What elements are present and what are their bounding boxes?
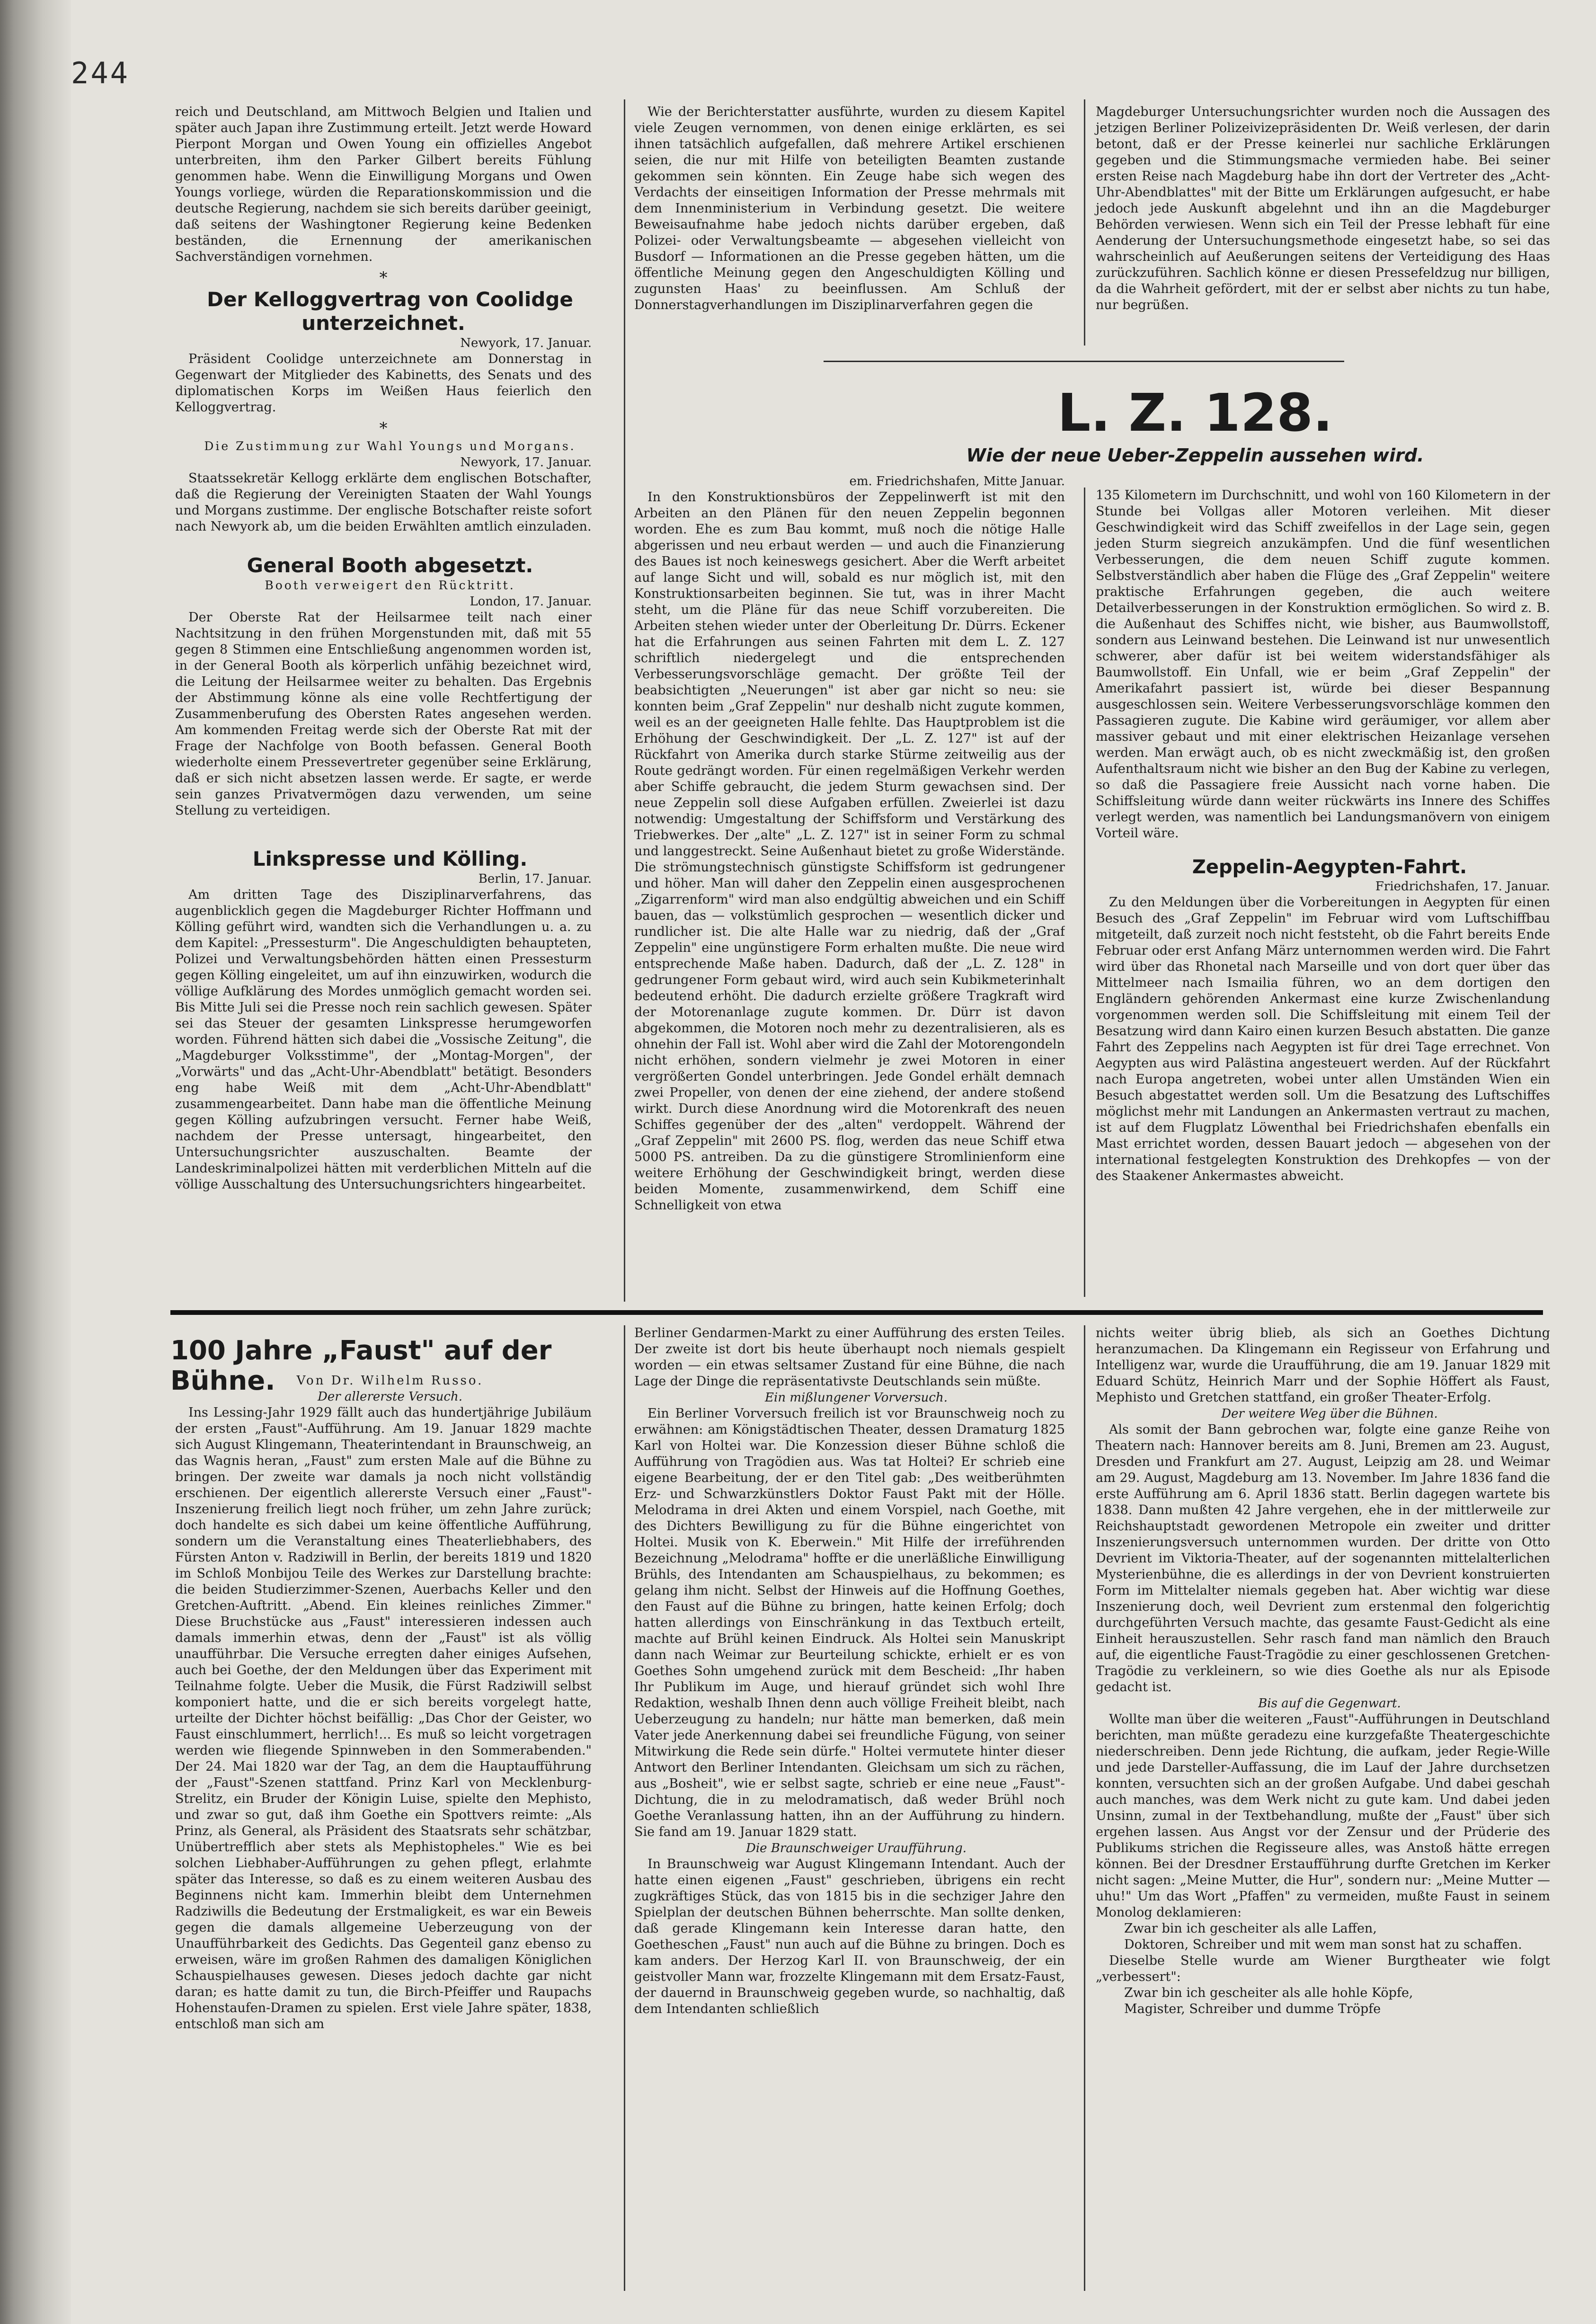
- aegypten-dateline: Friedrichshafen, 17. Januar.: [1375, 879, 1550, 894]
- faust-section-heading: Der weitere Weg über die Bühnen.: [1221, 1407, 1438, 1421]
- faust-text-3b: Als somit der Bann gebrochen war, folgte eine ganze Reihe von Theatern nach: Hannover bereits am 8. Juni, Bremen am 23. August, Dresden und Frankfurt am 27. August, Leipzig am 28. und Weimar am 29. August, Magdeburg am 13. November. Im Jahre 1836 fand die erste Aufführung am 6. April 1836 statt. Berlin dagegen wartete bis 1838. Dann mußten 42 Jahre vergehen, ehe in der mittlerweile zur Reichshauptstadt gewordenen Metropole ein zweiter und dritter Inszenierungsversuch unternommen wurden. Der dritte von Otto Devrient im Viktoria-Theater, auf der sogenannten mittelalterlichen Mysterienbühne, die es allerdings in der von Devrient konstruierten Form im Mittelalter niemals gegeben hat. Aber wichtig war diese Inszenierung doch, weil Devrient zum erstenmal den folgerichtig durchgeführten Versuch machte, das gesamte Faust-Gedicht als eine Einheit herauszustellen. Sehr rasch fand man nämlich den Brauch auf, die eigentliche Faust-Tragödie zu einer geschlossenen Gretchen-Tragödie zu verkleinern, so wie dies Goethe als nur als Episode gedacht ist.: [1096, 1422, 1550, 1694]
- faust-text-2c: In Braunschweig war August Klingemann Intendant. Auch der hatte einen eigenen „Faust" geschrieben, übrigens ein recht zugkräftiges Stück, das von 1815 bis in die sechziger Jahre den Spielplan der deutschen Bühnen beherrschte. Man sollte denken, daß gerade Klingemann kein Interesse daran hatte, den Goetheschen „Faust" nun auch auf die Bühne zu bringen. Doch es kam anders. Der Herzog Karl II. von Braunschweig, der ein geistvoller Mann war, frozzelte Klingemann mit dem Ersatz-Faust, der dauernd in Braunschweig gegeben wurde, so nachhaltig, daß dem Intendanten schließlich: [634, 1857, 1065, 2016]
- faust-text-2b: Ein Berliner Vorversuch freilich ist vor Braunschweig noch zu erwähnen: am Königstädtischen Theater, dessen Dramaturg 1825 Karl von Holtei war. Die Konzession dieser Bühne schloß die Aufführung von Tragödien aus. Was tat Holtei? Er schrieb eine eigene Bearbeitung, der er den Titel gab: „Des weitberühmten Erz- und Schwarzkünstlers Doktor Faust Pakt mit der Hölle. Melodrama in drei Akten und einem Vorspiel, nach Goethe, mit des Dichters Bewilligung zu für die Bühne eingerichtet von Holtei. Musik von K. Eberwein." Mit Hilfe der irreführenden Bezeichnung „Melodrama" hoffte er die unerläßliche Einwilligung Brühls, des Intendanten am Schauspielhaus, zu bekommen; es gelang ihm nicht. Selbst der Hinweis auf die Hoffnung Goethes, den Faust auf die Bühne zu bringen, hatte keinen Erfolg; doch hatten allerdings von Einschränkung in das Textbuch erteilt, machte auf Brühl keinen Eindruck. Als Holtei sein Manuskript dann nach Weimar zur Beurteilung schickte, erhielt er es von Goethes Sohn umgehend zurück mit dem Bescheid: „Ihr haben Ihr Publikum im Auge, und hierauf gründet sich wohl Ihre Redaktion, weshalb Ihnen denn auch völlige Freiheit bleibt, nach Ueberzeugung zu handeln; nur hätte man bemerken, daß mein Vater jede Anerkennung dabei sei freundliche Fügung, von seiner Mitwirkung die Rede sein dürfe." Holtei vermutete hinter dieser Antwort den Berliner Intendanten. Gleichsam um sich zu rächen, aus „Bosheit", wie er selbst sagte, schrieb er eine neue „Faust"-Dichtung, die in zu melodramatisch, daß weder Brühl noch Goethe Veranlassung hatten, ihn an der Aufführung zu hindern. Sie fand am 19. Januar 1829 statt.: [634, 1406, 1065, 1839]
- faust-column-1: [175, 1373, 592, 2281]
- column-rule: [1084, 1325, 1085, 2291]
- lz128-subtitle: Wie der neue Ueber-Zeppelin aussehen wird.: [966, 445, 1424, 466]
- faust-section-heading: Ein mißlungener Vorversuch.: [765, 1391, 948, 1405]
- kellogg-dateline-2: Newyork, 17. Januar.: [460, 455, 592, 470]
- column-rule: [1084, 488, 1085, 1297]
- faust-section-heading: Der allererste Versuch.: [318, 1390, 462, 1404]
- lz128-left-column: [634, 473, 1065, 1297]
- lz128-right-column: [1096, 488, 1550, 1184]
- booth-subhead: Booth verweigert den Rücktritt.: [265, 578, 515, 592]
- kellogg-paragraph-2: Staatssekretär Kellogg erklärte dem englischen Botschafter, daß die Regierung der Vereinigten Staaten der Wahl Youngs und Morgans zustimme. Der englische Botschafter reiste sofort nach Newyork ab, um die beiden Erwählten amtlich einzuladen.: [175, 471, 592, 534]
- lz128-dateline: em. Friedrichshafen, Mitte Januar.: [849, 474, 1065, 488]
- aegypten-headline: Zeppelin-Aegypten-Fahrt.: [1192, 856, 1467, 878]
- kellogg-subhead: Die Zustimmung zur Wahl Youngs und Morgans.: [204, 439, 576, 453]
- lz128-right-text: 135 Kilometern im Durchschnitt, und wohl von 160 Kilometern in der Stunde bei Vollgas aller Motoren verleihen. Mit dieser Geschwindigkeit wird das Schiff zweifellos in der Lage sein, gegen jeden Sturm siegreich anzukämpfen. Und die fünf wesentlichen Verbesserungen, die dem neuen Schiff zugute kommen. Selbstverständlich aber haben die Flüge des „Graf Zeppelin" weitere praktische Erfahrungen gegeben, die auch weitere Detailverbesserungen in der Konstruktion ermöglichen. So wird z. B. die Außenhaut des Schiffes nicht, wie bisher, aus Baumwollstoff, sondern aus Leinwand bestehen. Die Leinwand ist nur unwesentlich schwerer, aber dafür ist bei weitem widerstandsfähiger als Baumwollstoff. Ein Unfall, wie er beim „Graf Zeppelin" der Amerikafahrt passiert ist, würde bei dieser Bespannung ausgeschlossen sein. Weitere Verbesserungsvorschläge kommen den Passagieren zugute. Die Kabine wird geräumiger, vor allem aber massiver gebaut und mit einer elektrischen Heizanlage versehen werden. Man erwägt auch, ob es nicht zweckmäßig ist, den großen Aufenthaltsraum nicht wie bisher an den Bug der Kabine zu verlegen, so daß die Passagiere freie Aussicht nach vorne haben. Die Schiffsleitung würde dann weiter rückwärts ins Innere des Schiffes verlegt werden, was namentlich bei Landungsmanövern von einigem Vorteil wäre.: [1096, 488, 1550, 841]
- faust-text-3: nichts weiter übrig blieb, als sich an Goethes Dichtung heranzumachen. Da Klingemann ein Regisseur von Erfahrung und Intelligenz war, wurde die Uraufführung, die am 19. Januar 1829 mit Eduard Schütz, Heinrich Marr und der Sophie Höffert als Faust, Mephisto und Gretchen stattfand, ein großer Theater-Erfolg.: [1096, 1326, 1550, 1405]
- kellogg-paragraph: Präsident Coolidge unterzeichnete am Donnerstag in Gegenwart der Mitglieder des Kabinetts, des Senats und des diplomatischen Korps im Weißen Haus feierlich den Kelloggvertrag.: [175, 352, 592, 415]
- page-number: 244: [71, 56, 130, 90]
- lz128-title: L. Z. 128.: [1057, 382, 1333, 443]
- faust-headline: 100 Jahre „Faust" auf der Bühne.: [170, 1335, 552, 1396]
- linkspresse-paragraph: Am dritten Tage des Disziplinarverfahrens, das augenblicklich gegen die Magdeburger Richter Hoffmann und Kölling geführt wird, wandten sich die Verhandlungen u. a. zu dem Kapitel: „Pressesturm". Die Angeschuldigten behaupteten, Polizei und Verwaltungsbehörden hätten einen Pressesturm gegen Kölling eingeleitet, um auf ihn einzuwirken, wodurch die völlige Aufklärung des Mordes unmöglich gemacht worden sei. Bis Mitte Juli sei die Presse noch rein sachlich gewesen. Später sei das Steuer der gesamten Linkspresse herumgeworfen worden. Führend hätten sich dabei die „Vossische Zeitung", die „Magdeburger Volksstimme", der „Montag-Morgen", der „Vorwärts" und das „Acht-Uhr-Abendblatt" betätigt. Besonders eng habe Weiß mit dem „Acht-Uhr-Abendblatt" zusammengearbeitet. Dann habe man die öffentliche Meinung gegen Kölling aufzubringen versucht. Ferner habe Weiß, nachdem der Presse untersagt, hingearbeitet, den Untersuchungsrichter auszuschalten. Beamte der Landeskriminalpolizei hätten mit verderblichen Mitteln auf die völlige Ausschaltung des Untersuchungsrichters hingearbeitet.: [175, 887, 592, 1192]
- book-binding: [0, 0, 71, 2324]
- faust-column-2: [634, 1325, 1065, 2281]
- column-2-top: [634, 104, 1065, 313]
- separator-star: *: [379, 419, 388, 438]
- column-1: [175, 104, 592, 1193]
- column-rule: [624, 1325, 625, 2291]
- section-rule: [824, 361, 1344, 362]
- lz128-left-text: In den Konstruktionsbüros der Zeppelinwerft ist mit den Arbeiten an den Plänen für den neuen Zeppelin begonnen worden. Ehe es zum Bau kommt, muß noch die nötige Halle abgerissen und neu erbaut werden — und auch die Finanzierung des Baues ist noch keineswegs gesichert. Aber die Werft arbeitet auf lange Sicht und will, sobald es nur möglich ist, mit den Konstruktionsarbeiten beginnen. Sie tut, was in ihrer Macht steht, um die Pläne für das neue Schiff vorzubereiten. Die Arbeiten stehen wieder unter der Oberleitung Dr. Dürrs. Eckener hat die Erfahrungen aus seinen Fahrten mit dem L. Z. 127 schriftlich niedergelegt und die entsprechenden Verbesserungsvorschläge gemacht. Der größte Teil der beabsichtigten „Neuerungen" ist aber gar nicht so neu: sie konnten beim „Graf Zeppelin" nur deshalb nicht zugute kommen, weil es an der geeigneten Halle fehlte. Das Hauptproblem ist die Erhöhung der Geschwindigkeit. Der „L. Z. 127" ist auf der Rückfahrt von Amerika durch starke Stürme zeitweilig aus der Route gedrängt worden. Für einen regelmäßigen Verkehr werden aber Schiffe gebraucht, die jedem Sturm gewachsen sind. Der neue Zeppelin soll diese Aufgaben erfüllen. Zweierlei ist dazu notwendig: Umgestaltung der Schiffsform und Verstärkung des Triebwerkes. Der „alte" „L. Z. 127" ist in seiner Form zu schmal und langgestreckt. Seine Außenhaut bietet zu große Widerstände. Die strömungstechnisch günstigste Schiffsform ist gedrungener und höher. Man will daher den Zeppelin einen ausgesprochenen „Zigarrenform" wird man also endgültig abweichen und ein Schiff bauen, das — volkstümlich gesprochen — wesentlich dicker und rundlicher ist. Die alte Halle war zu niedrig, daß der „Graf Zeppelin" eine ungünstigere Form erhalten mußte. Die neue wird entsprechende Maße haben. Dadurch, daß der „L. Z. 128" in gedrungener Form gebaut wird, wird auch sein Kubikmeterinhalt bedeutend erhöht. Die dadurch erzielte größere Tragkraft wird der Motorenanlage zugute kommen. Dr. Dürr ist davon abgekommen, die Motoren noch mehr zu dezentralisieren, als es ohnehin der Fall ist. Wohl aber wird die Zahl der Motorengondeln nicht erhöhen, sondern vielmehr je zwei Motoren in einer vergrößerten Gondel unterbringen. Jede Gondel erhält demnach zwei Propeller, von denen der eine ziehend, der andere stoßend wirkt. Durch diese Anordnung wird die Motorenkraft des neuen Schiffes gegenüber der des „alten" verdoppelt. Während der „Graf Zeppelin" mit 2600 PS. flog, werden das neue Schiff etwa 5000 PS. antreiben. Da zu die günstigere Stromlinienform eine weitere Erhöhung der Geschwindigkeit bringt, werden diese beiden Momente, zusammenwirkend, dem Schiff eine Schnelligkeit von etwa: [634, 490, 1065, 1213]
- column-rule: [624, 99, 625, 1302]
- faust-column-3: [1096, 1325, 1550, 2281]
- column-rule: [1084, 99, 1085, 346]
- kellogg-headline: Der Kelloggvertrag von Coolidge unterzeichnet.: [207, 288, 573, 335]
- faust-text-2: Berliner Gendarmen-Markt zu einer Aufführung des ersten Teiles. Der zweite ist dort bis heute überhaupt noch niemals gespielt worden — ein etwas seltsamer Zustand für eine Bühne, die nach Lage der Dinge die repräsentativste Deutschlands sein müßte.: [634, 1326, 1065, 1389]
- col3-paragraph: Magdeburger Untersuchungsrichter wurden noch die Aussagen des jetzigen Berliner Polizeivizepräsidenten Dr. Weiß verlesen, der darin betont, daß er der Presse keinerlei nur sachliche Erklärungen gegeben und die Stimmungsmache vermieden habe. Bei seiner ersten Reise nach Magdeburg habe ihn dort der Vertreter des „Acht-Uhr-Abendblattes" mit der Bitte um Erklärungen aufgesucht, er habe jedoch jede Auskunft abgelehnt und ihn an die Magdeburger Behörden verwiesen. Wenn sich ein Teil der Presse lebhaft für eine Aenderung der Untersuchungsmethode eingesetzt habe, so sei das wahrscheinlich auf Aeußerungen seitens der Verteidigung des Haas zurückzuführen. Sachlich könne er diesen Pressefeldzug nur billigen, da die Wahrheit gefördert, mit der er selbst aber nichts zu tun habe, nur begrüßen.: [1096, 105, 1550, 312]
- kellogg-dateline: Newyork, 17. Januar.: [460, 336, 592, 350]
- faust-section-heading: Bis auf die Gegenwart.: [1258, 1696, 1401, 1711]
- faust-text-1: Ins Lessing-Jahr 1929 fällt auch das hundertjährige Jubiläum der ersten „Faust"-Aufführung. Am 19. Januar 1829 machte sich August Klingemann, Theaterintendant in Braunschweig, an das Wagnis heran, „Faust" zum ersten Male auf die Bühne zu bringen. Der zweite war damals ja noch nicht vollständig erschienen. Der eigentlich allererste Versuch einer „Faust"-Inszenierung freilich liegt noch früher, um zehn Jahre zurück; doch handelte es sich dabei um keine öffentliche Aufführung, sondern um die Veranstaltung eines Theaterliebhabers, des Fürsten Anton v. Radziwill in Berlin, der bereits 1819 und 1820 im Schloß Monbijou Teile des Werkes zur Darstellung brachte: die beiden Studierzimmer-Szenen, Auerbachs Keller und den Gretchen-Auftritt. „Abend. Ein kleines reinliches Zimmer." Diese Bruchstücke aus „Faust" interessieren indessen auch damals immerhin etwas, denn der „Faust" ist als völlig unaufführbar. Die Versuche erregten daher einiges Aufsehen, auch bei Goethe, der den Meldungen über das Experiment mit Teilnahme folgte. Ueber die Musik, die Fürst Radziwill selbst komponiert hatte, und die er sich bereits vorgelegt hatte, urteilte der Dichter höchst beifällig: „Das Chor der Geister, wo Faust einschlummert, herrlich!... Es muß so leicht vorgetragen werden wie fliegende Spinnweben in den Sommerabenden." Der 24. Mai 1820 war der Tag, an dem die Hauptaufführung der „Faust"-Szenen stattfand. Prinz Karl von Mecklenburg-Strelitz, ein Bruder der Königin Luise, spielte den Mephisto, und zwar so gut, daß ihm Goethe ein Spottvers reimte: „Als Prinz, als General, als Präsident des Staatsrats sehr schätzbar, Unübertrefflich aber stets als Mephistopheles." Wie es bei solchen Liebhaber-Aufführungen zu gehen pflegt, erlahmte später das Interesse, so daß es zu einem weiteren Ausbau des Beginnens nicht kam. Immerhin bleibt dem Unternehmen Radziwills die Bedeutung der Erstmaligkeit, es war ein Beweis gegen die damals allgemeine Ueberzeugung von der Unaufführbarkeit des Gedichts. Das Gegenteil ganz ebenso zu erweisen, wäre im großen Rahmen des damaligen Königlichen Schauspielhauses gewesen. Dieses jedoch dachte gar nicht daran; es hatte damit zu tun, die Birch-Pfeiffer und Raupachs Hohenstaufen-Dramen zu spielen. Erst viele Jahre später, 1838, entschloß man sich am: [175, 1405, 592, 2031]
- booth-dateline: London, 17. Januar.: [470, 594, 592, 609]
- heavy-section-rule: [170, 1310, 1543, 1315]
- linkspresse-headline: Linkspresse und Kölling.: [252, 847, 528, 870]
- faust-text-3c: Wollte man über die weiteren „Faust"-Aufführungen in Deutschland berichten, man müßte geradezu eine kurzgefaßte Theatergeschichte niederschreiben. Denn jede Richtung, die aufkam, jeder Regie-Wille und jede Darsteller-Auffassung, die im Lauf der Jahre durchsetzen konnten, versuchten sich an der großen Aufgabe. Und dabei geschah auch manches, was dem Werk nicht zu gute kam. Und dabei jeden Unsinn, zumal in der Textbehandlung, mußte der „Faust" über sich ergehen lassen. Aus Angst vor der Zensur und der Prüderie des Publikums strichen die Regisseure alles, was Anstoß hätte erregen können. Bei der Dresdner Erstaufführung durfte Gretchen im Kerker nicht sagen: „Meine Mutter, die Hur", sondern nur: „Meine Mutter — uhu!" Um das Wort „Pfaffen" zu vermeiden, mußte Faust in seinem Monolog deklamieren:: [1096, 1712, 1550, 1920]
- intro-paragraph: reich und Deutschland, am Mittwoch Belgien und Italien und später auch Japan ihre Zustimmung erteilt. Jetzt werde Howard Pierpont Morgan und Owen Young ein offizielles Angebot unterbreiten, ihm den Parker Gilbert bereits Fühlung genommen habe. Wenn die Einwilligung Morgans und Owen Youngs vorliege, würden die Reparationskommission und die deutsche Regierung, nachdem sie sich bereits darüber geeinigt, daß seitens der Washingtoner Regierung keine Bedenken beständen, die Ernennung der amerikanischen Sachverständigen vornehmen.: [175, 105, 592, 264]
- faust-verse-2: Zwar bin ich gescheiter als alle hohle Köpfe, Magister, Schreiber und dumme Tröpfe: [1124, 1986, 1413, 2016]
- aegypten-text: Zu den Meldungen über die Vorbereitungen in Aegypten für einen Besuch des „Graf Zeppelin" im Februar wird vom Luftschiffbau mitgeteilt, daß zurzeit noch nicht feststeht, ob die Fahrt bereits Ende Februar oder erst Anfang März unternommen werden wird. Die Fahrt wird über das Rhonetal nach Marseille und von dort quer über das Mittelmeer nach Ismailia führen, wo an dem dortigen den Engländern gehörenden Ankermast eine kurze Zwischenlandung vorgenommen werden soll. Die Schiffsleitung mit einem Teil der Besatzung wird dann Kairo einen kurzen Besuch abstatten. Die ganze Fahrt des Zeppelins nach Aegypten ist für drei Tage errechnet. Von Aegypten aus wird Palästina angesteuert werden. Auf der Rückfahrt nach Europa angetreten, wobei unter allen Umständen Wien ein Besuch abgestattet werden soll. Um die Besatzung des Luftschiffes möglichst mehr mit Landungen an Ankermasten vertraut zu machen, ist auf dem Flugplatz Löwenthal bei Friedrichshafen ebenfalls ein Mast errichtet worden, dessen Bauart jedoch — abgesehen von der international festgelegten Konstruktion des Drehkopfes — von der des Staakener Ankermastes abweicht.: [1096, 895, 1550, 1183]
- separator-star: *: [379, 268, 388, 287]
- col2-paragraph: Wie der Berichterstatter ausführte, wurden zu diesem Kapitel viele Zeugen vernommen, von denen einige erklärten, es sei ihnen tatsächlich aufgefallen, daß mehrere Artikel erschienen seien, die nur mit Hilfe von beteiligten Beamten zustande gekommen sein könnten. Ein Zeuge habe sich wegen des Verdachts der einseitigen Information der Presse mehrmals mit dem Innenministerium in Verbindung gesetzt. Die weitere Beweisaufnahme habe jedoch nichts darüber ergeben, daß Polizei- oder Verwaltungsbeamte — abgesehen vielleicht von Busdorf — Informationen an die Presse gegeben hätten, um die öffentliche Meinung gegen den Angeschuldigten Kölling und zugunsten Haas' zu beeinflussen. Am Schluß der Donnerstagverhandlungen im Disziplinarverfahren gegen die: [634, 105, 1065, 312]
- column-3-top: [1096, 104, 1550, 313]
- booth-paragraph: Der Oberste Rat der Heilsarmee teilt nach einer Nachtsitzung in den frühen Morgenstunden mit, daß mit 55 gegen 8 Stimmen eine Entschließung angenommen worden ist, in der General Booth als körperlich unfähig bezeichnet wird, die Leitung der Heilsarmee weiter zu behalten. Das Ergebnis der Abstimmung könne als eine volle Rechtfertigung der Zusammenberufung des Obersten Rates angesehen werden. Am kommenden Freitag werde sich der Oberste Rat mit der Frage der Nachfolge von Booth befassen. General Booth wiederholte einem Pressevertreter gegenüber seine Erklärung, daß er sich nicht absetzen lassen werde. Er sagte, er werde sein ganzes Privatvermögen dazu verwenden, um seine Stellung zu verteidigen.: [175, 610, 592, 818]
- faust-verse-1: Zwar bin ich gescheiter als alle Laffen, Doktoren, Schreiber und mit wem man sonst hat zu schaffen.: [1124, 1921, 1522, 1952]
- faust-text-3d: Dieselbe Stelle wurde am Wiener Burgtheater wie folgt „verbessert":: [1096, 1953, 1550, 1984]
- booth-headline: General Booth abgesetzt.: [247, 554, 533, 577]
- faust-byline: Von Dr. Wilhelm Russo.: [296, 1374, 484, 1388]
- linkspresse-dateline: Berlin, 17. Januar.: [478, 872, 592, 886]
- faust-section-heading: Die Braunschweiger Uraufführung.: [746, 1841, 966, 1855]
